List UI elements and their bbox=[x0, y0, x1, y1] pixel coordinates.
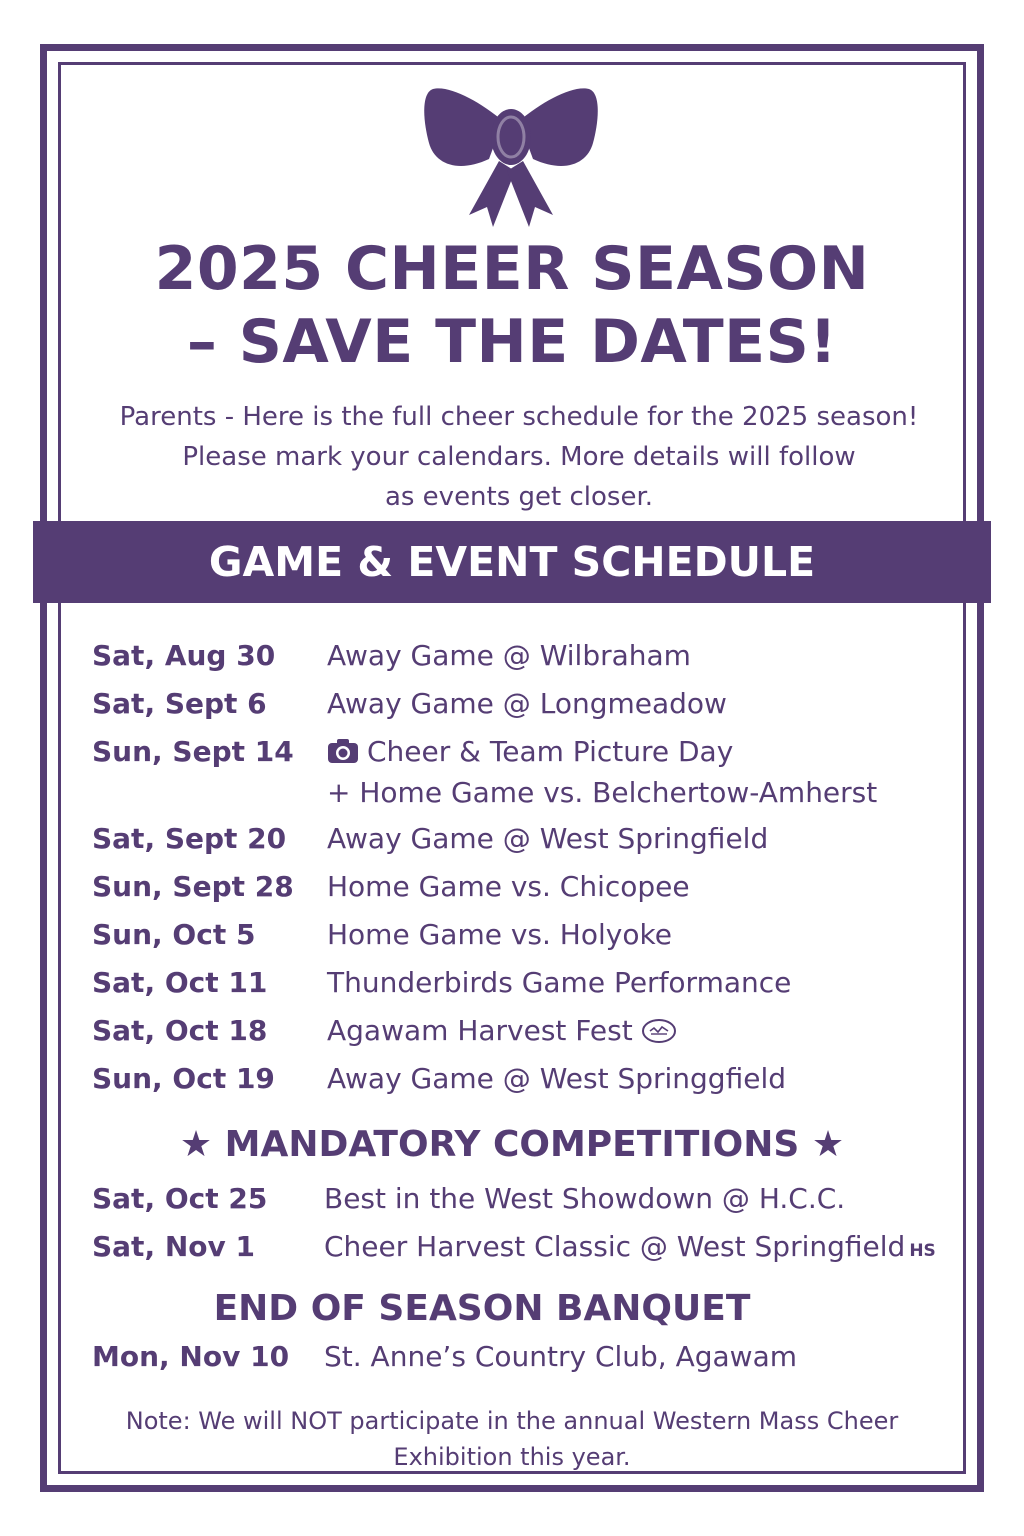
competition-event: Best in the West Showdown @ H.C.C. bbox=[324, 1182, 846, 1215]
schedule-event: Home Game vs. Holyoke bbox=[327, 918, 672, 951]
schedule-date: Sun, Oct 19 bbox=[92, 1062, 275, 1095]
poster-frame bbox=[40, 44, 984, 1492]
camera-icon bbox=[327, 738, 359, 764]
competition-event-suffix: HS bbox=[909, 1241, 936, 1261]
intro-line-3: as events get closer. bbox=[384, 482, 654, 512]
schedule-date: Sun, Oct 5 bbox=[92, 918, 256, 951]
title-line-1: 2025 CHEER SEASON bbox=[154, 234, 870, 304]
banquet-event: St. Anne’s Country Club, Agawam bbox=[324, 1340, 798, 1373]
competitions-heading: ★ MANDATORY COMPETITIONS ★ bbox=[179, 1124, 845, 1165]
note-line-1: Note: We will NOT participate in the annual Western Mass Cheer bbox=[125, 1407, 899, 1435]
schedule-date: Sat, Oct 18 bbox=[92, 1014, 268, 1047]
badge-icon bbox=[641, 1018, 677, 1044]
schedule-event: Agawam Harvest Fest bbox=[327, 1014, 633, 1047]
title-line-2: – SAVE THE DATES! bbox=[186, 307, 838, 377]
competition-date: Sat, Oct 25 bbox=[92, 1182, 268, 1215]
banquet-heading: END OF SEASON BANQUET bbox=[213, 1288, 751, 1329]
schedule-heading: GAME & EVENT SCHEDULE bbox=[208, 538, 816, 586]
schedule-event: Cheer & Team Picture Day bbox=[367, 735, 734, 768]
schedule-date: Sat, Sept 6 bbox=[92, 687, 267, 720]
schedule-event: Home Game vs. Chicopee bbox=[327, 870, 690, 903]
schedule-event: Away Game @ Longmeadow bbox=[327, 687, 727, 720]
schedule-event: Away Game @ West Springgfield bbox=[327, 1062, 786, 1095]
bow-icon bbox=[419, 81, 603, 229]
schedule-event: Away Game @ West Springfield bbox=[327, 822, 769, 855]
schedule-event-harvest-fest bbox=[327, 1014, 677, 1047]
schedule-event: Away Game @ Wilbraham bbox=[327, 639, 691, 672]
competition-event-classic bbox=[324, 1230, 936, 1263]
schedule-event-line-2: + Home Game vs. Belchertow-Amherst bbox=[327, 776, 878, 809]
banquet-date: Mon, Nov 10 bbox=[92, 1340, 290, 1373]
schedule-date: Sun, Sept 14 bbox=[92, 735, 294, 768]
page-title bbox=[47, 233, 977, 379]
schedule-event-picture-day bbox=[327, 735, 733, 768]
schedule-event: Thunderbirds Game Performance bbox=[327, 966, 792, 999]
note-line-2: Exhibition this year. bbox=[393, 1443, 631, 1471]
competition-event: Cheer Harvest Classic @ West Springfield bbox=[324, 1230, 906, 1263]
schedule-date: Sat, Sept 20 bbox=[92, 822, 287, 855]
schedule-date: Sat, Aug 30 bbox=[92, 639, 276, 672]
intro-line-2: Please mark your calendars. More details will follow bbox=[182, 442, 856, 472]
schedule-date: Sun, Sept 28 bbox=[92, 870, 294, 903]
schedule-date: Sat, Oct 11 bbox=[92, 966, 268, 999]
schedule-heading-band bbox=[33, 521, 991, 603]
intro-text bbox=[77, 397, 961, 517]
footer-note bbox=[77, 1403, 947, 1475]
intro-line-1: Parents - Here is the full cheer schedule for the 2025 season! bbox=[119, 402, 919, 432]
competition-date: Sat, Nov 1 bbox=[92, 1230, 255, 1263]
